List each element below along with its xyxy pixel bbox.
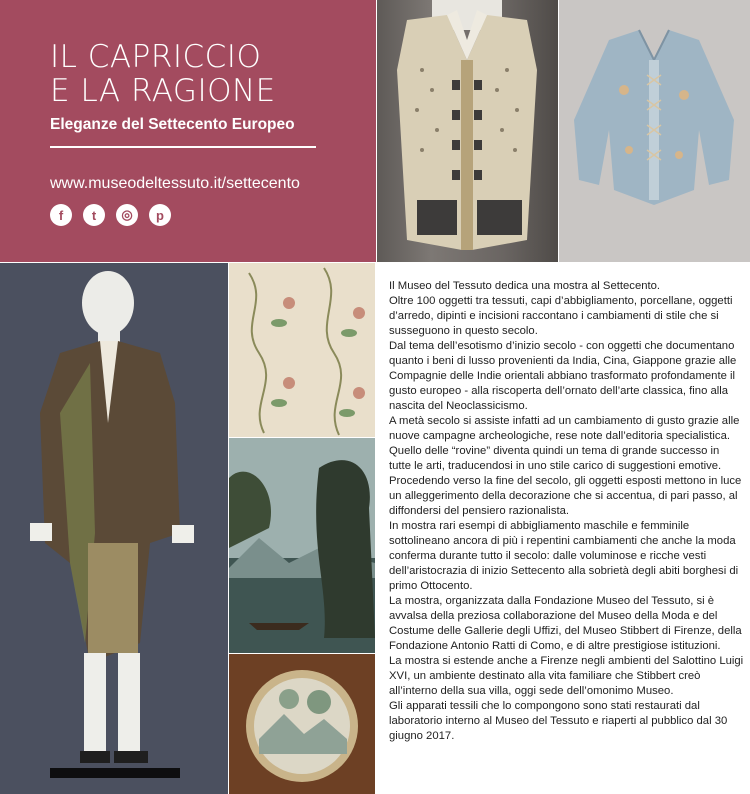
paragraph: A metà secolo si assiste infatti ad un cambiamento di gusto grazie alle nuove campagne archeologiche, rese note dall’editoria specialistica. Quello delle “rovine” diventa quindi un tema di grande successo in tutte le arti, traducendosi in uno stile carico di suggestioni emotive.	[389, 415, 740, 472]
paragraph: In mostra rari esempi di abbigliamento maschile e femminile sottolineano ancora di più i repentini cambiamenti che anche la moda conferma durante tutto il secolo: dalle voluminose e ricche vesti dell’aristocrazia di inizio Settecento alla sobrietà degli abiti borghesi di primo Ottocento.	[389, 520, 739, 592]
paragraph: La mostra, organizzata dalla Fondazione Museo del Tessuto, si è avvalsa della preziosa collaborazione del Museo della Moda e del Costume delle Gallerie degli Uffizi, del Museo Stibbert di Firenze, della Fondazione Antonio Ratti di Como, e di altre prestigiose istituzioni.	[389, 595, 742, 652]
instagram-icon[interactable]: ◎	[116, 204, 138, 226]
floral-silk-photo	[229, 263, 375, 437]
paragraph: La mostra si estende anche a Firenze negli ambienti del Salottino Luigi XVI, un ambiente destinato alla vita familiare che Stibbert creò all’interno della sua villa, oggi sede dell’omonimo Museo.	[389, 655, 744, 697]
exhibition-subtitle: Eleganze del Settecento Europeo	[50, 116, 295, 133]
decorative-plate-photo	[229, 654, 375, 794]
paragraph: Procedendo verso la fine del secolo, gli oggetti esposti mettono in luce un alleggerimento della decorazione che si accentua, di pari passo, al diffondersi del pensiero razionalista.	[389, 475, 742, 517]
title-panel	[0, 0, 376, 262]
silk-jacket-photo	[559, 0, 750, 262]
landscape-painting-photo	[229, 438, 375, 653]
exhibition-title	[50, 40, 276, 108]
title-line1-word: CAPRICCIO	[87, 39, 262, 75]
social-links	[50, 204, 171, 226]
website-link[interactable]: www.museodeltessuto.it/settecento	[50, 175, 300, 192]
title-line2-article: E LA	[50, 73, 131, 109]
mannequin-coat-photo	[0, 263, 228, 794]
paragraph: Il Museo del Tessuto dedica una mostra al Settecento.	[389, 280, 661, 292]
title-line2-word: RAGIONE	[130, 73, 276, 109]
title-line1-article: IL	[50, 39, 88, 75]
paragraph: Oltre 100 oggetti tra tessuti, capi d’abbigliamento, porcellane, oggetti d’arredo, dipinti e incisioni raccontano i cambiamenti di stile che si susseguono in questo secolo.	[389, 295, 733, 337]
exhibition-description	[389, 279, 744, 744]
divider	[50, 146, 316, 148]
embroidered-vest-photo	[377, 0, 558, 262]
paragraph: Dal tema dell’esotismo d’inizio secolo - con oggetti che documentano quanto i beni di lusso provenienti da India, Cina, Giappone grazie alle Compagnie delle Indie orientali abbiano trasformato profondamente il gusto europeo - alla riscoperta dell’ornato dell’arte classica, fino alla nascita del Neoclassicismo.	[389, 340, 737, 412]
facebook-icon[interactable]: f	[50, 204, 72, 226]
twitter-icon[interactable]: t	[83, 204, 105, 226]
pinterest-icon[interactable]: p	[149, 204, 171, 226]
paragraph: Gli apparati tessili che lo compongono sono stati restaurati dal laboratorio interno al Museo del Tessuto e riaperti al pubblico dal 30 giugno 2017.	[389, 700, 728, 742]
